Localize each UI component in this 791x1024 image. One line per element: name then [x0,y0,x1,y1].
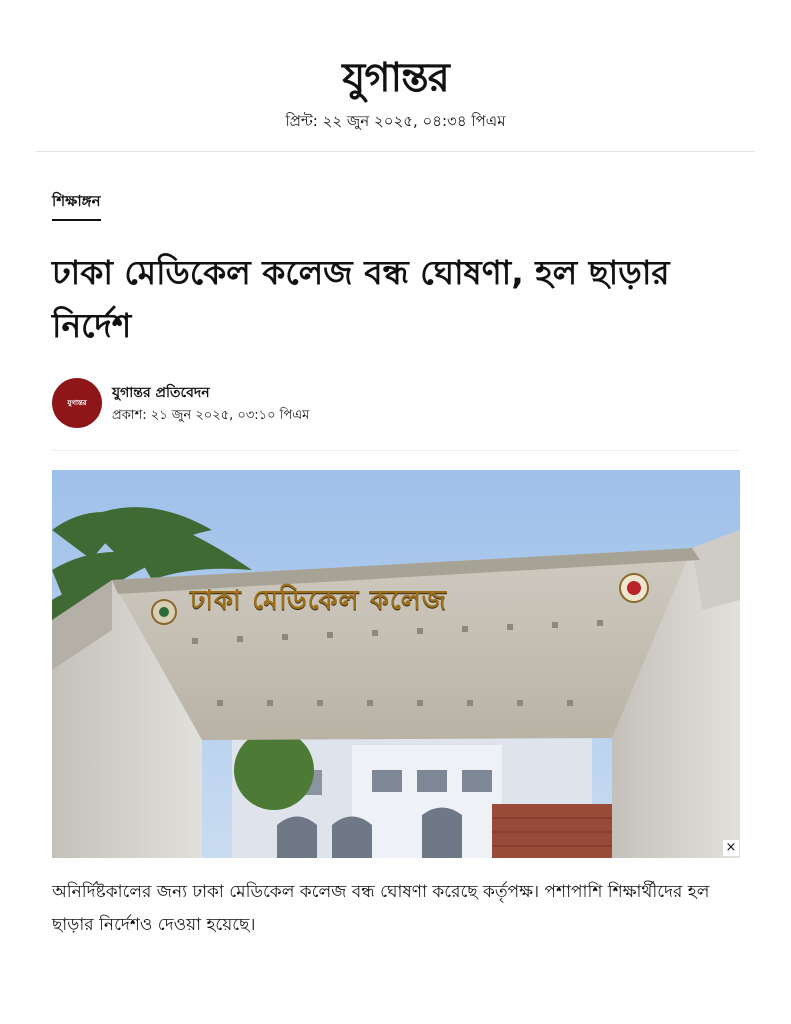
masthead-block [0,52,791,135]
publish-timestamp: প্রকাশ: ২১ জুন ২০২৫, ০৩:১০ পিএম [112,408,310,423]
article-headline: ঢাকা মেডিকেল কলেজ বন্ধ ঘোষণা, হল ছাড়ার নির্দেশ [52,253,670,345]
close-icon[interactable]: × [723,840,739,856]
header-divider [36,151,755,152]
author-name[interactable]: যুগান্তর প্রতিবেদন [112,385,210,401]
print-timestamp: প্রিন্ট: ২২ জুন ২০২৫, ০৪:৩৪ পিএম [285,112,506,130]
avatar-logo-text: যুগান্তর [67,399,87,407]
author-avatar [52,378,102,428]
article-summary: অনির্দিষ্টকালের জন্য ঢাকা মেডিকেল কলেজ বন্ধ ঘোষণা করেছে কর্তৃপক্ষ। পশাপাশি শিক্ষার্থীদের হল ছাড়ার নির্দেশও দেওয়া হয়েছে। [52,882,710,935]
article-photo [52,470,740,858]
gate-sign-text: ঢাকা মেডিকেল কলেজ [190,585,448,616]
site-logo[interactable]: যুগান্তর [342,54,449,101]
medical-college-gate-illustration [52,470,740,858]
category-label[interactable]: শিক্ষাঙ্গন [52,190,101,221]
byline-divider [52,450,739,451]
